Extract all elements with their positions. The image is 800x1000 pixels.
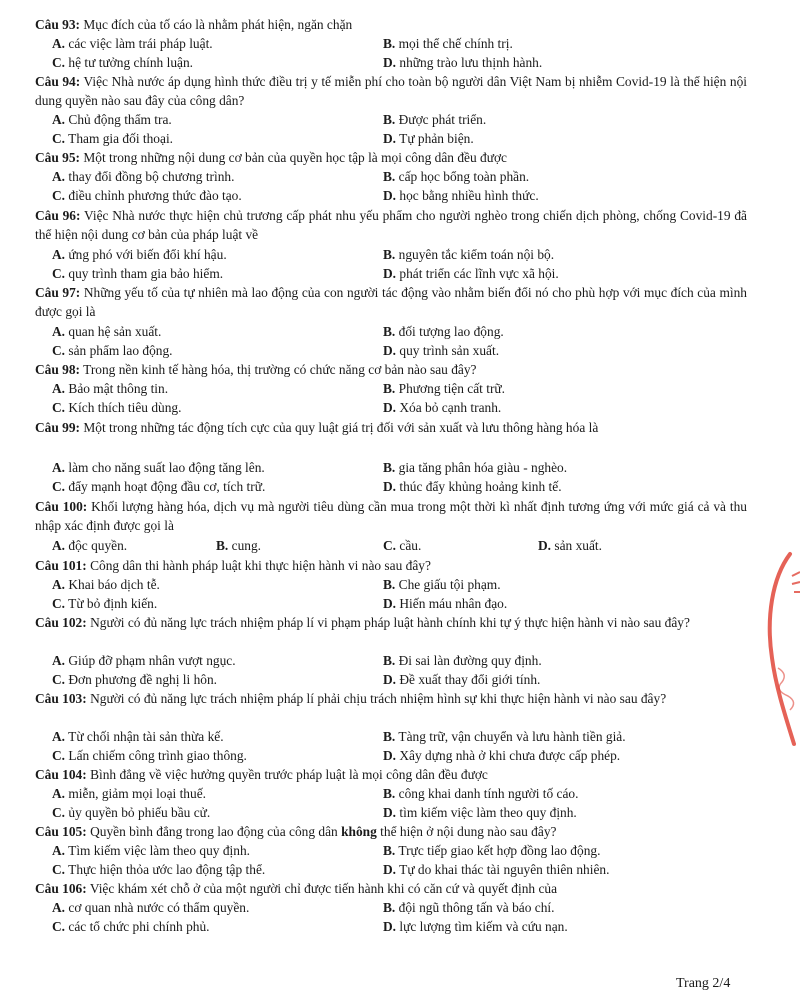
question-97-option-a: A. quan hệ sản xuất. xyxy=(52,324,162,339)
question-105-option-c: C. Thực hiện thỏa ước lao động tập thể. xyxy=(52,862,266,877)
question-93-option-a: A. các việc làm trái pháp luật. xyxy=(52,36,213,51)
question-97-option-d: D. quy trình sản xuất. xyxy=(383,343,500,358)
red-stamp-mark xyxy=(742,548,800,748)
question-104-option-d: D. tìm kiếm việc làm theo quy định. xyxy=(383,805,577,820)
question-96-option-b: B. nguyên tắc kiểm toán nội bộ. xyxy=(383,247,555,262)
question-101-option-d: D. Hiến máu nhân đạo. xyxy=(383,596,508,611)
question-105-option-a: A. Tìm kiếm việc làm theo quy định. xyxy=(52,843,250,858)
question-106-option-d: D. lực lượng tìm kiếm và cứu nạn. xyxy=(383,919,568,934)
question-100-option-a: A. độc quyền. xyxy=(52,538,128,553)
question-103: Câu 103: Người có đủ năng lực trách nhiệm pháp lí phải chịu trách nhiệm hình sự khi thực hiện hành vi nào sau đây? xyxy=(35,691,667,706)
question-98-option-d: D. Xóa bỏ cạnh tranh. xyxy=(383,400,502,415)
question-106: Câu 106: Việc khám xét chỗ ở của một người chỉ được tiến hành khi có căn cứ và quyết định của xyxy=(35,881,558,896)
question-99-option-a: A. làm cho năng suất lao động tăng lên. xyxy=(52,460,265,475)
question-106-option-a: A. cơ quan nhà nước có thẩm quyền. xyxy=(52,900,250,915)
question-99-option-b: B. gia tăng phân hóa giàu - nghèo. xyxy=(383,460,568,475)
question-94: Câu 94: Việc Nhà nước áp dụng hình thức điều trị y tế miễn phí cho toàn bộ người dân Việt Nam bị nhiễm Covid-19 là thể hiện nội dung quyền nào sau đây của công dân? xyxy=(35,74,747,108)
question-96: Câu 96: Việc Nhà nước thực hiện chủ trương cấp phát nhu yếu phẩm cho người nghèo trong chiến dịch phòng, chống Covid-19 đã thể hiện nội dung cơ bản của pháp luật về xyxy=(35,208,747,242)
question-103-option-b: B. Tàng trữ, vận chuyển và lưu hành tiền giả. xyxy=(383,729,626,744)
question-105: Câu 105: Quyền bình đẳng trong lao động của công dân không thể hiện ở nội dung nào sau đây? xyxy=(35,824,557,839)
stamp-arc xyxy=(770,554,794,744)
question-99: Câu 99: Một trong những tác động tích cực của quy luật giá trị đối với sản xuất và lưu thông hàng hóa là xyxy=(35,420,599,435)
question-101-option-b: B. Che giấu tội phạm. xyxy=(383,577,501,592)
question-97-option-c: C. sản phẩm lao động. xyxy=(52,343,173,358)
question-100-option-c: C. cầu. xyxy=(383,538,422,553)
question-95: Câu 95: Một trong những nội dung cơ bản của quyền học tập là mọi công dân đều được xyxy=(35,150,507,165)
question-93-option-b: B. mọi thể chế chính trị. xyxy=(383,36,513,51)
question-98-option-b: B. Phương tiện cất trữ. xyxy=(383,381,506,396)
question-98-option-c: C. Kích thích tiêu dùng. xyxy=(52,400,182,415)
question-95-option-a: A. thay đổi đồng bộ chương trình. xyxy=(52,169,235,184)
question-104-option-b: B. công khai danh tính người tố cáo. xyxy=(383,786,579,801)
question-104: Câu 104: Bình đẳng về việc hưởng quyền trước pháp luật là mọi công dân đều được xyxy=(35,767,488,782)
question-104-option-c: C. ủy quyền bỏ phiếu bầu cử. xyxy=(52,805,211,820)
question-96-option-d: D. phát triển các lĩnh vực xã hội. xyxy=(383,266,559,281)
question-100-option-d: D. sản xuất. xyxy=(538,538,602,553)
question-98: Câu 98: Trong nền kinh tế hàng hóa, thị trường có chức năng cơ bản nào sau đây? xyxy=(35,362,477,377)
question-101: Câu 101: Công dân thi hành pháp luật khi thực hiện hành vi nào sau đây? xyxy=(35,558,431,573)
question-93-option-c: C. hệ tư tưởng chính luận. xyxy=(52,55,193,70)
question-102-option-a: A. Giúp đỡ phạm nhân vượt ngục. xyxy=(52,653,236,668)
question-106-option-b: B. đội ngũ thông tấn và báo chí. xyxy=(383,900,555,915)
question-96-option-c: C. quy trình tham gia bảo hiểm. xyxy=(52,266,224,281)
question-95-option-c: C. điều chỉnh phương thức đào tạo. xyxy=(52,188,242,203)
question-96-option-a: A. ứng phó với biến đổi khí hậu. xyxy=(52,247,227,262)
question-101-option-a: A. Khai báo dịch tễ. xyxy=(52,577,160,592)
question-102-option-d: D. Đề xuất thay đổi giới tính. xyxy=(383,672,541,687)
question-95-option-d: D. học bằng nhiều hình thức. xyxy=(383,188,539,203)
question-95-option-b: B. cấp học bổng toàn phần. xyxy=(383,169,530,184)
question-97-option-b: B. đối tượng lao động. xyxy=(383,324,504,339)
question-98-option-a: A. Bảo mật thông tin. xyxy=(52,381,169,396)
question-100: Câu 100: Khối lượng hàng hóa, dịch vụ mà người tiêu dùng cần mua trong một thời kì nhất định tương ứng với mức giá cả và thu nhập xác định được gọi là xyxy=(35,499,747,533)
question-94-option-b: B. Được phát triển. xyxy=(383,112,487,127)
question-94-option-d: D. Tự phản biện. xyxy=(383,131,474,146)
question-106-option-c: C. các tổ chức phi chính phủ. xyxy=(52,919,210,934)
question-105-option-b: B. Trực tiếp giao kết hợp đồng lao động. xyxy=(383,843,601,858)
stamp-glyph xyxy=(792,572,800,592)
question-104-option-a: A. miễn, giảm mọi loại thuế. xyxy=(52,786,206,801)
question-102: Câu 102: Người có đủ năng lực trách nhiệm pháp lí vi phạm pháp luật hành chính khi tự ý thực hiện hành vi nào sau đây? xyxy=(35,615,690,630)
question-100-option-b: B. cung. xyxy=(216,538,262,553)
question-93: Câu 93: Mục đích của tố cáo là nhằm phát hiện, ngăn chặn xyxy=(35,17,353,32)
question-99-option-d: D. thúc đẩy khủng hoảng kinh tế. xyxy=(383,479,562,494)
question-102-option-c: C. Đơn phương đề nghị li hôn. xyxy=(52,672,218,687)
question-102-option-b: B. Đi sai làn đường quy định. xyxy=(383,653,542,668)
question-93-option-d: D. những trào lưu thịnh hành. xyxy=(383,55,543,70)
question-94-option-c: C. Tham gia đối thoại. xyxy=(52,131,174,146)
page-number: Trang 2/4 xyxy=(676,976,731,991)
question-94-option-a: A. Chủ động thẩm tra. xyxy=(52,112,172,127)
question-101-option-c: C. Từ bỏ định kiến. xyxy=(52,596,158,611)
question-103-option-c: C. Lấn chiếm công trình giao thông. xyxy=(52,748,247,763)
question-103-option-d: D. Xây dựng nhà ở khi chưa được cấp phép. xyxy=(383,748,621,763)
question-105-option-d: D. Tự do khai thác tài nguyên thiên nhiên. xyxy=(383,862,610,877)
question-99-option-c: C. đẩy mạnh hoạt động đầu cơ, tích trữ. xyxy=(52,479,266,494)
question-103-option-a: A. Từ chối nhận tài sản thừa kế. xyxy=(52,729,224,744)
question-97: Câu 97: Những yếu tố của tự nhiên mà lao động của con người tác động vào nhằm biến đổi nó cho phù hợp với mục đích của mình được gọi là xyxy=(35,285,747,319)
